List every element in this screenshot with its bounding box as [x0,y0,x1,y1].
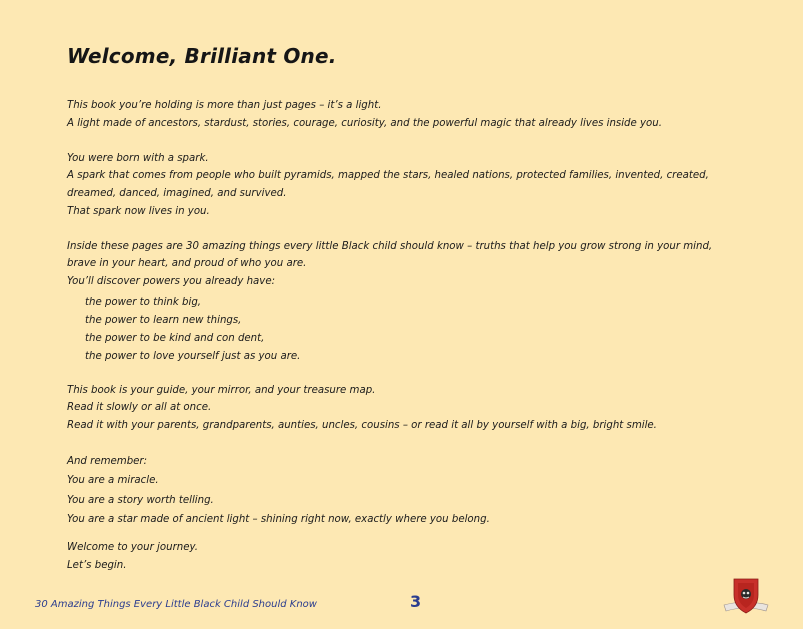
paragraph-inside [67,238,767,291]
paragraph-intro [67,97,767,132]
page-number: 3 [410,592,422,611]
list-item: the power to think big, [85,296,202,308]
text-line: You are a story worth telling. [67,494,214,506]
list-item: the power to be kind and con dent, [85,332,265,344]
footer-book-title: 30 Amazing Things Every Little Black Child Should Know [35,599,317,610]
text-line: Read it with your parents, grandparents, aunties, uncles, cousins – or read it all by yourself with a big, bright smile. [67,419,657,431]
text-line: This book is your guide, your mirror, and your treasure map. [67,384,376,396]
text-line: That spark now lives in you. [67,205,210,217]
paragraph-closing [67,539,767,574]
list-item: the power to love yourself just as you are. [85,350,301,362]
text-line: Welcome to your journey. [67,541,198,553]
page-title: Welcome, Brilliant One. [67,44,337,68]
text-line: This book you’re holding is more than just pages – it’s a light. [67,100,382,111]
paragraph-guide [67,382,767,435]
text-line: brave in your heart, and proud of who you are. [67,258,307,270]
shield-emblem-icon [722,575,770,619]
text-line: You are a star made of ancient light – shining right now, exactly where you belong. [67,514,490,526]
text-line: A spark that comes from people who built pyramids, mapped the stars, healed nations, protected families, invented, created, [67,170,709,182]
text-line: Read it slowly or all at once. [67,402,212,414]
text-line: You are a miracle. [67,475,159,487]
text-line: dreamed, danced, imagined, and survived. [67,187,287,199]
text-line: And remember: [67,455,148,467]
text-line: A light made of ancestors, stardust, stories, courage, curiosity, and the powerful magic that already lives inside you. [67,117,662,129]
page-body [67,97,767,592]
list-item: the power to learn new things, [85,314,242,326]
text-line: You’ll discover powers you already have: [67,275,276,287]
text-line: Inside these pages are 30 amazing things every little Black child should know – truths that help you grow strong in your mind, [67,240,713,252]
text-line: Let’s begin. [67,559,127,571]
paragraph-remember [67,452,767,530]
paragraph-spark [67,150,767,220]
text-line: You were born with a spark. [67,152,209,164]
powers-list [85,294,767,366]
